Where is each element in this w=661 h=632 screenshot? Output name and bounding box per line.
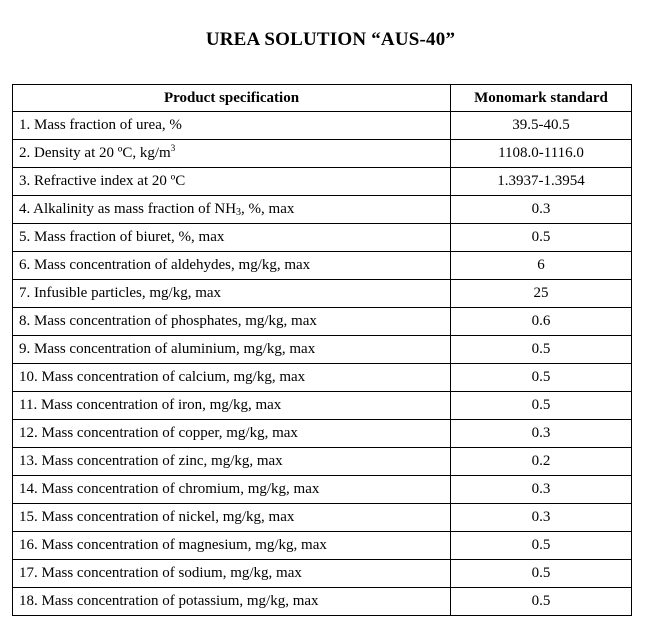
row-parameter: 1. Mass fraction of urea, % (13, 112, 451, 140)
table-row (13, 420, 632, 448)
row-value: 0.3 (451, 196, 632, 224)
row-value: 0.3 (451, 420, 632, 448)
row-value: 0.5 (451, 560, 632, 588)
document-title: UREA SOLUTION “AUS-40” (205, 29, 456, 50)
table-header-row (13, 85, 632, 112)
table-row (13, 476, 632, 504)
row-parameter: 6. Mass concentration of aldehydes, mg/kg, max (13, 252, 451, 280)
row-value: 0.5 (451, 224, 632, 252)
table-row (13, 448, 632, 476)
row-parameter: 18. Mass concentration of potassium, mg/kg, max (13, 588, 451, 616)
header-product-specification: Product specification (13, 85, 451, 112)
row-value: 0.5 (451, 588, 632, 616)
table-row (13, 308, 632, 336)
row-parameter: 16. Mass concentration of magnesium, mg/kg, max (13, 532, 451, 560)
table-row (13, 364, 632, 392)
row-parameter: 7. Infusible particles, mg/kg, max (13, 280, 451, 308)
row-value: 39.5-40.5 (451, 112, 632, 140)
table-row (13, 112, 632, 140)
row-value: 0.5 (451, 392, 632, 420)
row-parameter: 9. Mass concentration of aluminium, mg/kg, max (13, 336, 451, 364)
table-row (13, 280, 632, 308)
row-parameter: 15. Mass concentration of nickel, mg/kg, max (13, 504, 451, 532)
row-parameter: 10. Mass concentration of calcium, mg/kg, max (13, 364, 451, 392)
table-row (13, 336, 632, 364)
row-parameter: 8. Mass concentration of phosphates, mg/kg, max (13, 308, 451, 336)
row-parameter (13, 140, 451, 168)
table-row (13, 224, 632, 252)
row-parameter: 12. Mass concentration of copper, mg/kg, max (13, 420, 451, 448)
row-parameter: 14. Mass concentration of chromium, mg/kg, max (13, 476, 451, 504)
table-row (13, 140, 632, 168)
table-row (13, 168, 632, 196)
row-parameter: 3. Refractive index at 20 ºC (13, 168, 451, 196)
specification-table (12, 84, 632, 616)
row-parameter (13, 196, 451, 224)
row-parameter: 11. Mass concentration of iron, mg/kg, max (13, 392, 451, 420)
row-value: 1108.0-1116.0 (451, 140, 632, 168)
table-row (13, 196, 632, 224)
row-value: 0.6 (451, 308, 632, 336)
table-row (13, 560, 632, 588)
row-value: 6 (451, 252, 632, 280)
table-row (13, 532, 632, 560)
subscript: 3 (236, 207, 242, 218)
row-value: 0.3 (451, 504, 632, 532)
parameter-text: 2. Density at 20 ºC, kg/m (19, 145, 171, 161)
row-value: 0.2 (451, 448, 632, 476)
table-row (13, 392, 632, 420)
superscript: 3 (170, 143, 176, 153)
row-value: 0.5 (451, 364, 632, 392)
row-value: 0.3 (451, 476, 632, 504)
row-value: 25 (451, 280, 632, 308)
row-value: 1.3937-1.3954 (451, 168, 632, 196)
row-parameter: 5. Mass fraction of biuret, %, max (13, 224, 451, 252)
row-value: 0.5 (451, 532, 632, 560)
parameter-text-suffix: , %, max (241, 201, 295, 217)
table-row (13, 504, 632, 532)
row-parameter: 13. Mass concentration of zinc, mg/kg, max (13, 448, 451, 476)
header-monomark-standard: Monomark standard (451, 85, 632, 112)
table-row (13, 588, 632, 616)
row-parameter: 17. Mass concentration of sodium, mg/kg, max (13, 560, 451, 588)
table-row (13, 252, 632, 280)
row-value: 0.5 (451, 336, 632, 364)
parameter-text: 4. Alkalinity as mass fraction of NH (19, 201, 237, 217)
